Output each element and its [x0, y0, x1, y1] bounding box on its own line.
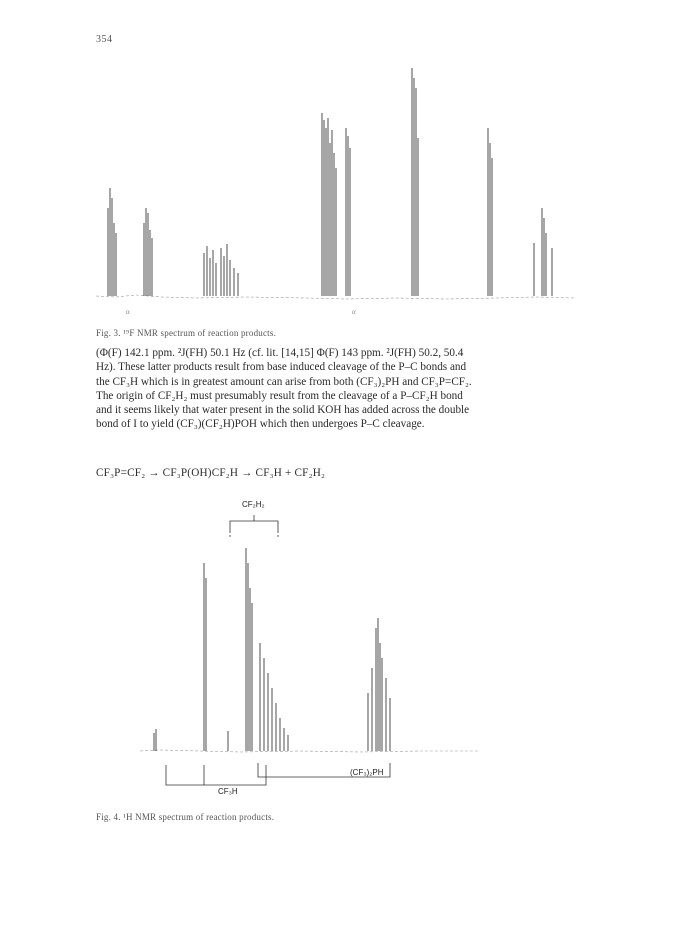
figure-4-caption-text: ¹H NMR spectrum of reaction products.	[123, 812, 275, 822]
spectrum-2-baseline	[140, 750, 480, 752]
figure-3-spectrum	[96, 58, 576, 320]
label-cf3-2ph: (CF₃)₂PH	[350, 768, 384, 777]
axis-mark-1: α	[126, 308, 130, 316]
paragraph-line: the CF₃H which is in greatest amount can arise from both (CF₃)₂PH and CF₃P=CF₂.	[96, 375, 472, 388]
bracket-top	[230, 515, 278, 539]
label-cf2h2: CF₂H₂	[242, 500, 265, 509]
label-cf3h: CF₃H	[218, 787, 238, 796]
figure-4-spectrum	[140, 493, 480, 798]
paragraph-line: and it seems likely that water present in the solid KOH has added across the double	[96, 404, 470, 417]
paragraph-line: (Φ(F) 142.1 ppm. ²J(FH) 50.1 Hz (cf. lit. [14,15] Φ(F) 143 ppm. ²J(FH) 50.2, 50.4	[96, 347, 464, 359]
figure-3-caption-text: ¹⁹F NMR spectrum of reaction products.	[123, 328, 277, 338]
paragraph-line: bond of I to yield (CF₃)(CF₂H)POH which then undergoes P–C cleavage.	[96, 418, 425, 431]
figure-3-caption	[96, 328, 276, 338]
figure-3-label: Fig. 3.	[96, 328, 121, 338]
spectrum-2-peaks	[154, 548, 390, 751]
axis-mark-2: α	[352, 308, 356, 316]
paragraph-line: Hz). These latter products result from base induced cleavage of the P–C bonds and	[96, 361, 467, 374]
paragraph-line: The origin of CF₂H₂ must presumably result from the cleavage of a P–CF₂H bond	[96, 389, 463, 402]
reaction-equation: CF₃P=CF₂ → CF₃P(OH)CF₂H → CF₃H + CF₂H₂	[96, 467, 326, 479]
spectrum-1-peaks	[108, 68, 552, 296]
body-paragraph	[96, 346, 584, 432]
figure-4-label: Fig. 4.	[96, 812, 121, 822]
page-number: 354	[96, 34, 113, 45]
figure-4-caption	[96, 812, 274, 822]
